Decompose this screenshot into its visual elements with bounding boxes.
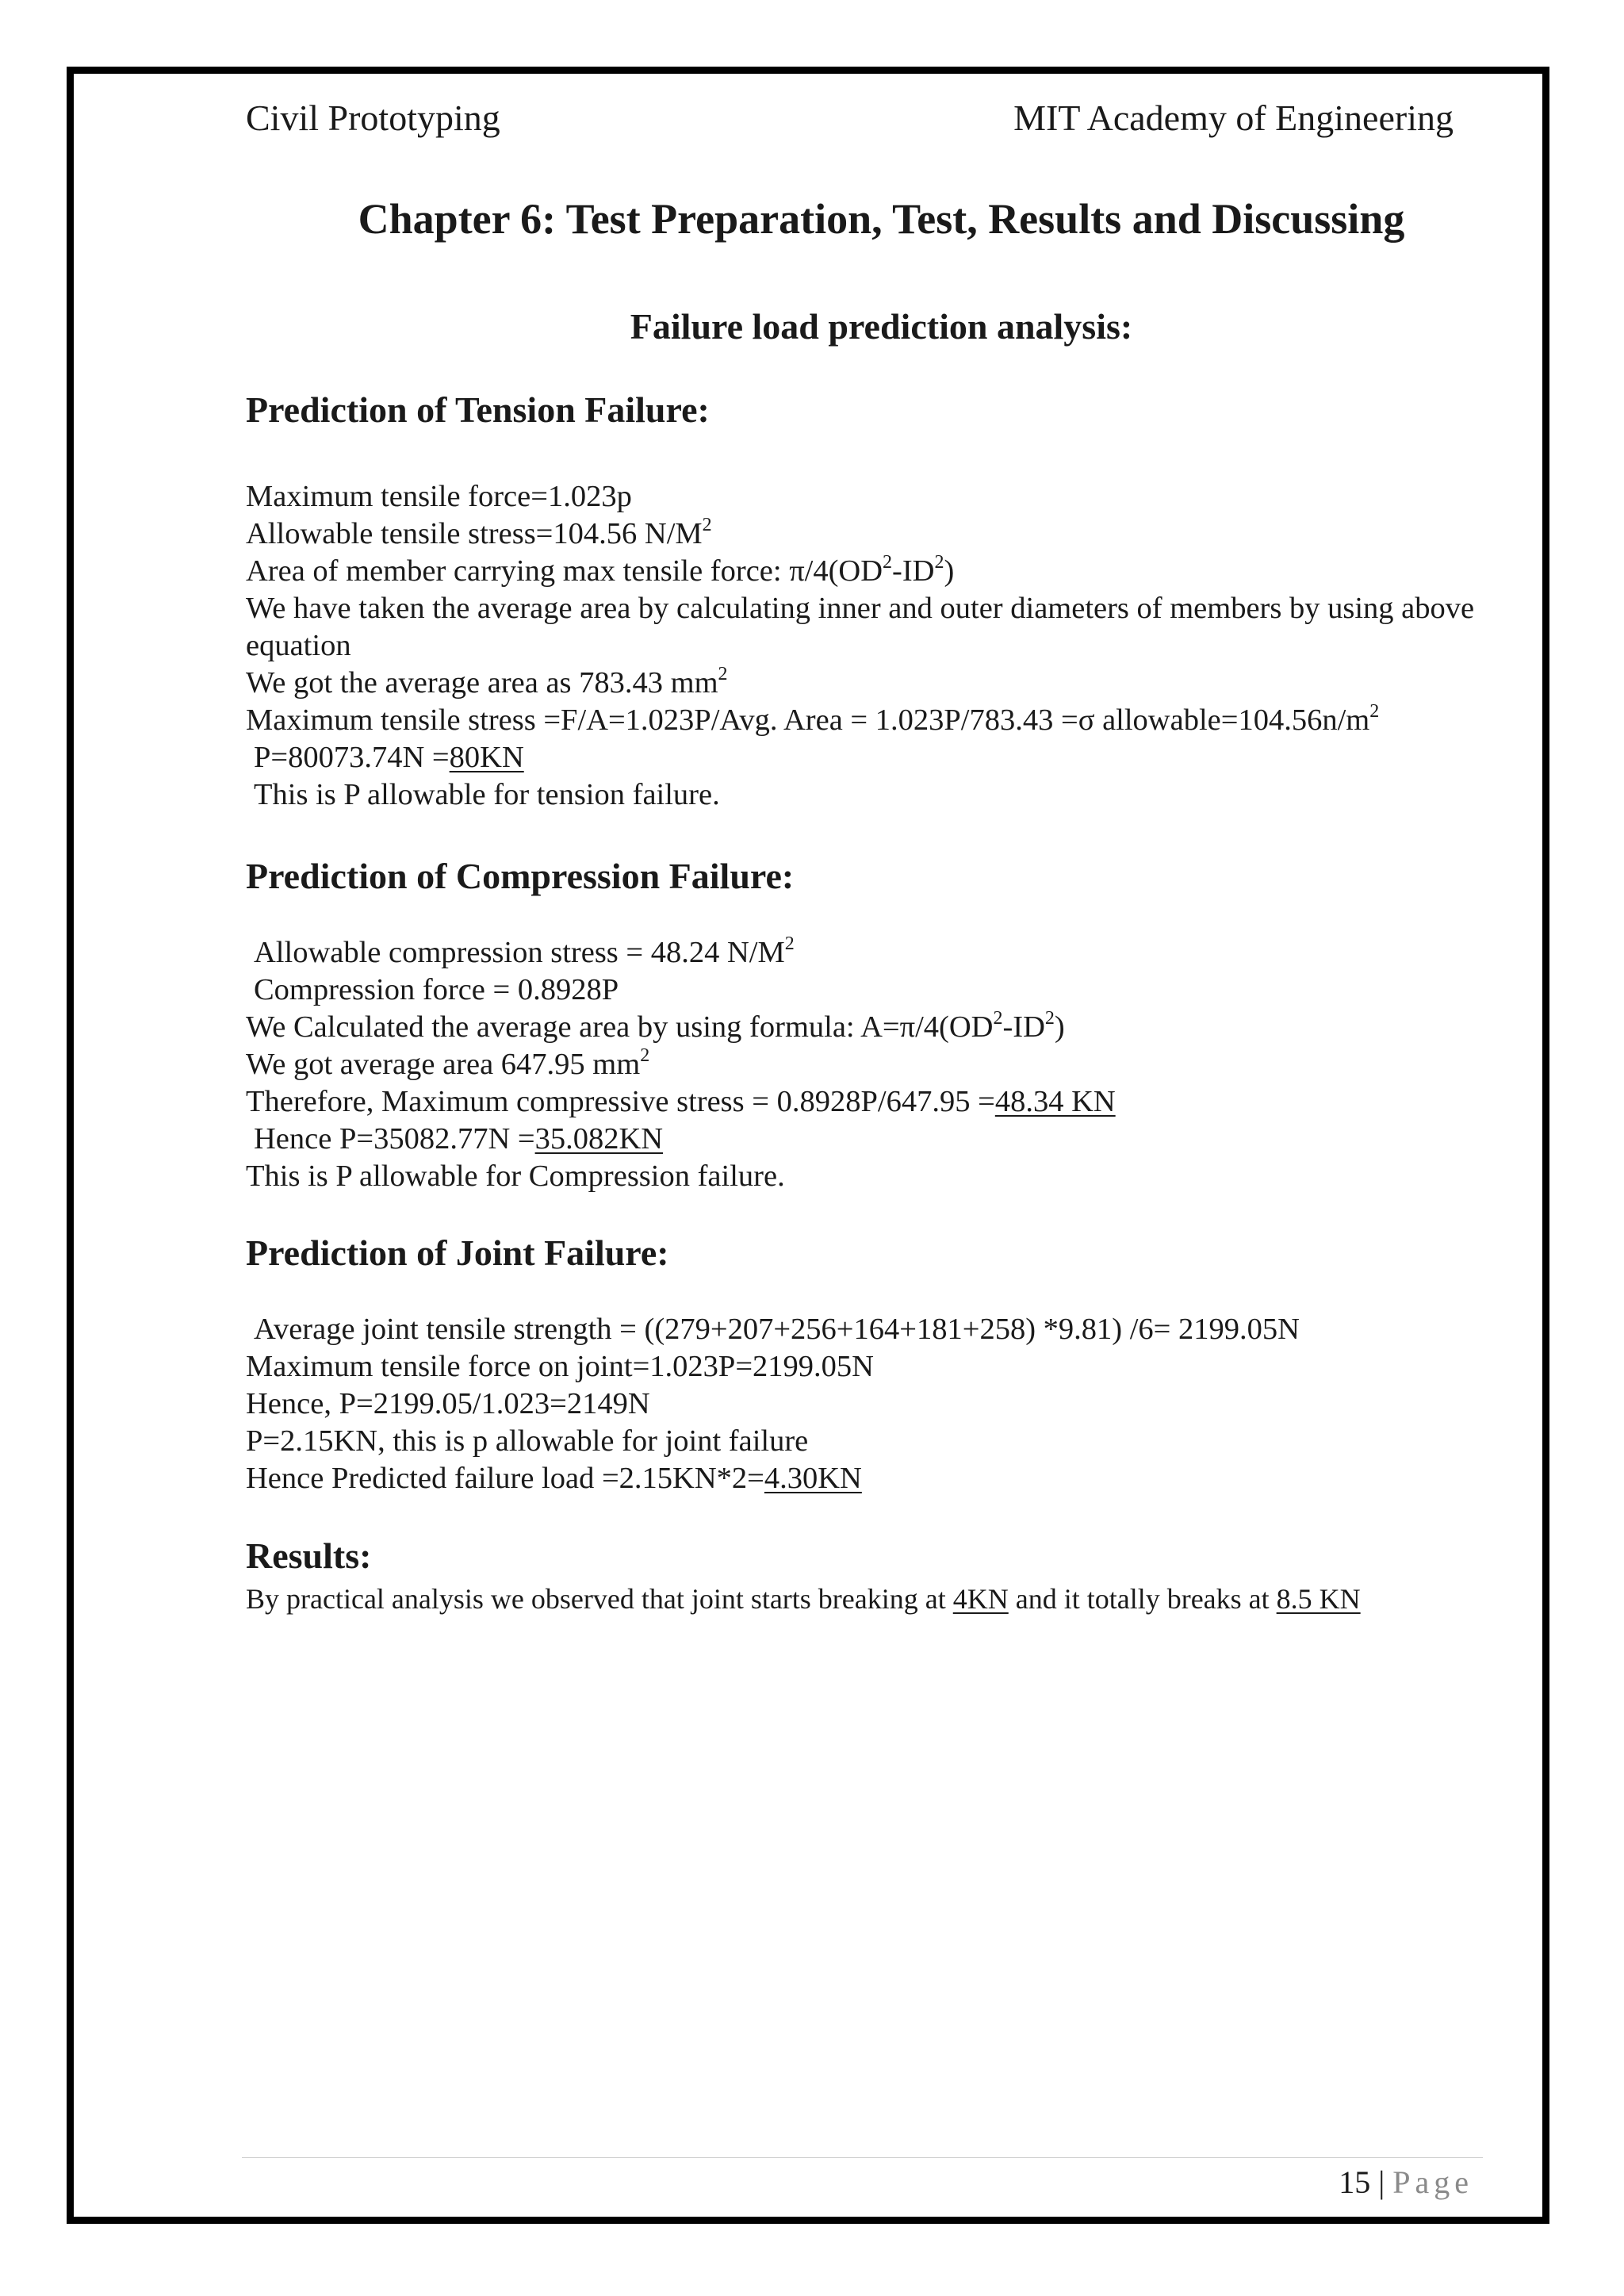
tension-heading: Prediction of Tension Failure: [246, 389, 710, 430]
compression-line: Compression force = 0.8928P [254, 973, 619, 1006]
compression-line: Allowable compression stress = 48.24 $N/M^2$ [254, 933, 795, 969]
page-label: Page [1392, 2164, 1473, 2200]
compression-line: Hence P=35082.77N =35.082KN [254, 1122, 664, 1156]
compression-line: We got average area 647.95 $mm^2$ [246, 1045, 650, 1081]
joint-line: Average joint tensile strength = ((279+207+256+164+181+258) *9.81) /6= 2199.05N [254, 1313, 1300, 1346]
tension-line: Maximum tensile force=1.023p [246, 480, 632, 513]
tension-line: Maximum tensile stress =F/A=1.023P/Avg. Area = 1.023P/783.43 =σ $allowable=104.56n/m^2$ [246, 701, 1380, 737]
tension-block [246, 478, 1481, 814]
header-course: Civil Prototyping [246, 98, 500, 138]
tension-line: P=80073.74N =80KN [254, 741, 524, 774]
joint-block [246, 1311, 1481, 1497]
section-title: Failure load prediction analysis: [630, 306, 1133, 347]
page-number: 15 [1339, 2164, 1371, 2200]
header-institution: MIT Academy of Engineering [1013, 98, 1454, 138]
compression-heading: Prediction of Compression Failure: [246, 856, 795, 896]
footer-rule [242, 2157, 1483, 2158]
compression-line: This is P allowable for Compression failure. [246, 1159, 785, 1193]
joint-heading: Prediction of Joint Failure: [246, 1232, 669, 1273]
joint-line: Hence Predicted failure load =2.15KN*2=4.30KN [246, 1462, 862, 1495]
compression-line: Therefore, Maximum compressive stress = 0.8928P/647.95 =48.34 KN [246, 1085, 1116, 1118]
tension-line: This is P allowable for tension failure. [254, 778, 720, 811]
tension-line: We have taken the average area by calculating inner and outer diameters of members by using above equation [246, 592, 1475, 662]
page-footer: 15 | Page [1339, 2164, 1473, 2200]
compression-line: We Calculated the average area by using formula: $A=\pi/4(OD^2-ID^2)$ [246, 1008, 1065, 1044]
chapter-title: Chapter 6: Test Preparation, Test, Results and Discussing [358, 195, 1405, 243]
results-text: By practical analysis we observed that joint starts breaking at 4KN and it totally breaks at 8.5 KN [246, 1583, 1361, 1615]
joint-line: Hence, P=2199.05/1.023=2149N [246, 1387, 650, 1420]
joint-line: P=2.15KN, this is p allowable for joint failure [246, 1424, 809, 1458]
joint-line: Maximum tensile force on joint=1.023P=2199.05N [246, 1350, 874, 1383]
tension-line: We got the average area as 783.43 $mm^2$ [246, 664, 728, 700]
tension-line: Area of member carrying max tensile force: $\pi/4(OD^2-ID^2)$ [246, 552, 955, 588]
compression-block [246, 934, 1481, 1195]
results-heading: Results: [246, 1535, 372, 1576]
tension-line: Allowable tensile stress=104.56 $N/M^2$ [246, 515, 712, 550]
